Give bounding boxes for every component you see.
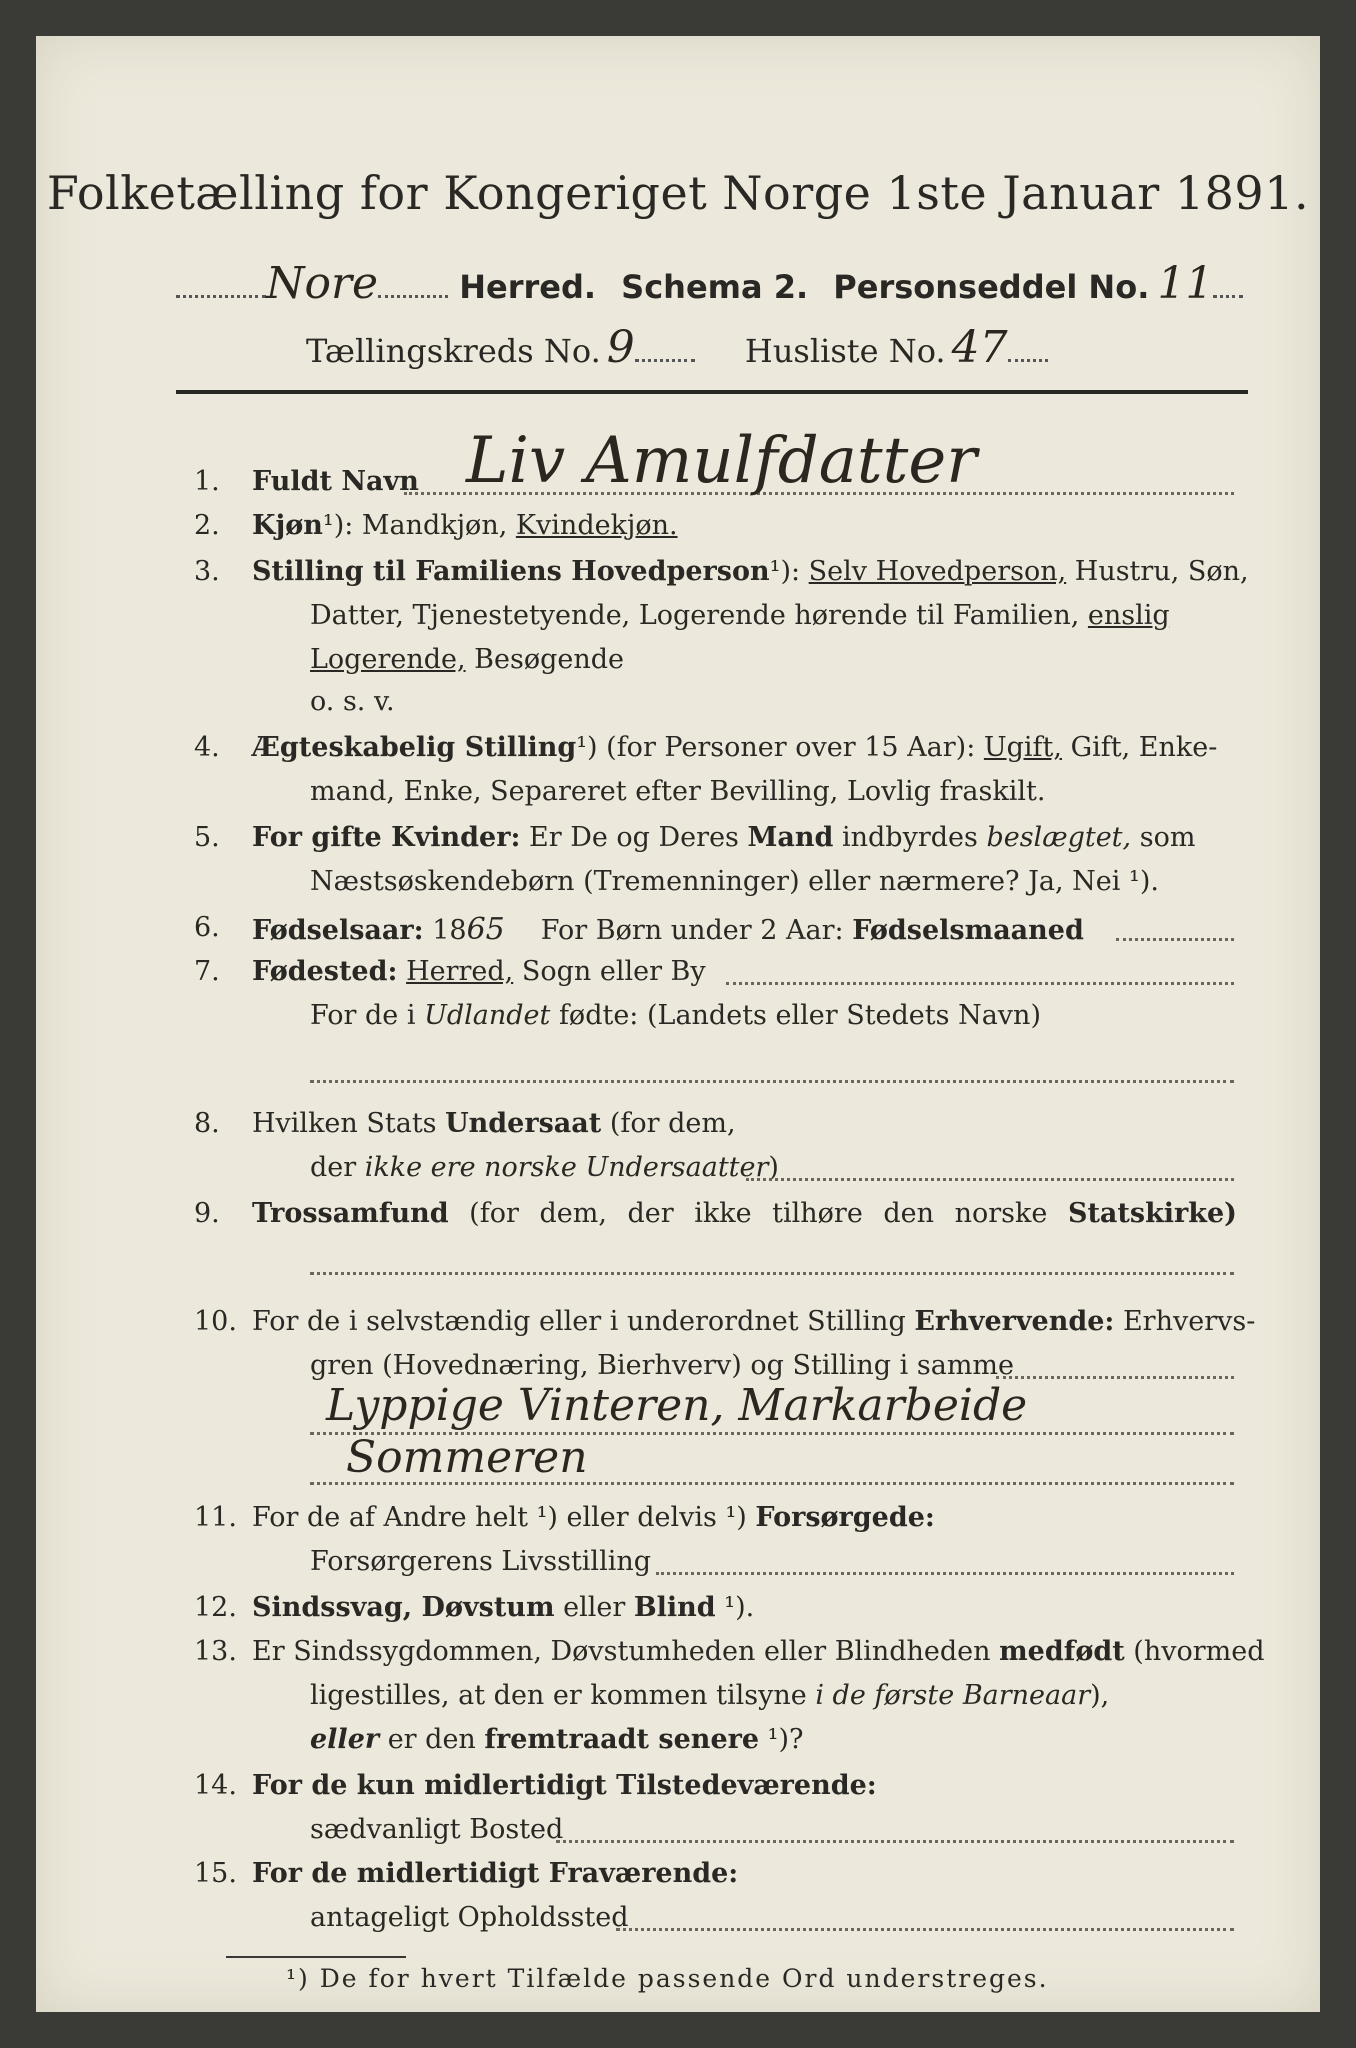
item-10-leader-1 xyxy=(996,1376,1234,1379)
birth-year-handwritten: 65 xyxy=(466,912,505,947)
item-3-line-4: o. s. v. xyxy=(310,686,395,717)
taellingskreds-label: Tællingskreds No. xyxy=(306,332,601,370)
item-15-number: 15. xyxy=(194,1858,237,1889)
item-10-line-2: gren (Hovednæring, Bierhverv) og Stilling i samme xyxy=(310,1350,1015,1381)
item-11-leader xyxy=(656,1572,1234,1575)
item-11-number: 11. xyxy=(194,1502,237,1533)
occupation-handwritten-2: Sommeren xyxy=(346,1432,588,1483)
item-13-line-3: eller er den fremtraadt senere ¹)? xyxy=(310,1724,804,1755)
header-herred-line xyxy=(176,258,1256,309)
item-12-number: 12. xyxy=(194,1592,237,1623)
item-7-line-1: Fødested: Herred, Sogn eller By xyxy=(252,956,706,987)
item-13-number: 13. xyxy=(194,1636,237,1667)
item-3-line-1: Stilling til Familiens Hovedperson¹): Selv Hovedperson, Hustru, Søn, xyxy=(252,556,1249,587)
full-name-handwritten: Liv Amulfdatter xyxy=(466,424,977,498)
item-4-line-2: mand, Enke, Separeret efter Bevilling, Lovlig fraskilt. xyxy=(310,776,1046,807)
item-10-line-1: For de i selvstændig eller i underordnet Stilling Erhvervende: Erhvervs- xyxy=(252,1306,1256,1337)
item-9-text: Trossamfund (for dem, der ikke tilhøre den norske Statskirke) xyxy=(252,1198,1237,1229)
item-5-line-1: For gifte Kvinder: Er De og Deres Mand indbyrdes beslægtet, som xyxy=(252,822,1196,853)
item-7-leader-2 xyxy=(310,1080,1234,1083)
item-2-text: Kjøn¹): Mandkjøn, Kvindekjøn. xyxy=(252,510,678,541)
item-9-number: 9. xyxy=(194,1198,220,1229)
item-8-number: 8. xyxy=(194,1108,220,1139)
herred-underlined: Herred, xyxy=(406,956,514,987)
logerende-underlined: Logerende, xyxy=(310,644,466,675)
item-3-line-2: Datter, Tjenestetyende, Logerende hørende til Familien, enslig xyxy=(310,600,1170,631)
item-6-number: 6. xyxy=(194,912,220,943)
husliste-handwritten: 47 xyxy=(951,322,1008,373)
item-6-leader xyxy=(1116,938,1234,941)
kvindekjon-underlined: Kvindekjøn. xyxy=(515,510,678,541)
header-kreds-line xyxy=(306,322,1206,373)
item-8-leader xyxy=(746,1178,1234,1181)
husliste-label: Husliste No. xyxy=(744,332,946,370)
item-5-line-2: Næstsøskendebørn (Tremenninger) eller nærmere? Ja, Nei ¹). xyxy=(310,866,1159,897)
item-14-line-2: sædvanligt Bosted xyxy=(310,1814,564,1845)
header-divider xyxy=(176,390,1248,394)
item-12-text: Sindssvag, Døvstum eller Blind ¹). xyxy=(252,1592,755,1623)
selv-hovedperson-underlined: Selv Hovedperson, xyxy=(808,556,1067,587)
item-15-leader xyxy=(616,1928,1234,1931)
occupation-handwritten-1: Lyppige Vinteren, Markarbeide xyxy=(326,1380,1028,1431)
item-11-line-1: For de af Andre helt ¹) eller delvis ¹) Forsørgede: xyxy=(252,1502,935,1533)
item-10-leader-3 xyxy=(310,1482,1234,1485)
enslig-underlined: enslig xyxy=(1087,600,1170,631)
item-14-line-1: For de kun midlertidigt Tilstedeværende: xyxy=(252,1770,877,1801)
item-15-line-2: antageligt Opholdssted xyxy=(310,1902,629,1933)
item-6-text: Fødselsaar: 1865 For Børn under 2 Aar: Fødselsmaaned xyxy=(252,912,1084,947)
item-1-number: 1. xyxy=(194,466,220,497)
item-10-number: 10. xyxy=(194,1306,237,1337)
ugift-underlined: Ugift, xyxy=(983,732,1062,763)
item-15-line-1: For de midlertidigt Fraværende: xyxy=(252,1858,739,1889)
item-14-leader xyxy=(556,1840,1234,1843)
item-11-line-2: Forsørgerens Livsstilling xyxy=(310,1546,652,1577)
item-1-label: Fuldt Navn xyxy=(252,466,419,497)
item-3-line-3: Logerende, Besøgende xyxy=(310,644,625,675)
form-title: Folketælling for Kongeriget Norge 1ste Januar 1891. xyxy=(46,166,1310,220)
item-13-line-1: Er Sindssygdommen, Døvstumheden eller Blindheden medfødt (hvormed xyxy=(252,1636,1265,1667)
herred-label: Herred. xyxy=(459,268,597,306)
item-4-line-1: Ægteskabelig Stilling¹) (for Personer over 15 Aar): Ugift, Gift, Enke- xyxy=(252,732,1218,763)
item-2-number: 2. xyxy=(194,510,220,541)
personseddel-label: Personseddel No. xyxy=(833,268,1150,306)
item-7-line-2: For de i Udlandet fødte: (Landets eller Stedets Navn) xyxy=(310,1000,1041,1031)
item-7-number: 7. xyxy=(194,956,220,987)
schema-label: Schema 2. xyxy=(621,268,809,306)
item-5-number: 5. xyxy=(194,822,220,853)
item-8-line-2: der ikke ere norske Undersaatter) xyxy=(310,1152,779,1183)
item-14-number: 14. xyxy=(194,1770,237,1801)
item-3-number: 3. xyxy=(194,556,220,587)
item-8-line-1: Hvilken Stats Undersaat (for dem, xyxy=(252,1108,736,1139)
herred-handwritten: Nore xyxy=(266,258,379,309)
item-9-leader xyxy=(310,1272,1234,1275)
footnote: ¹) De for hvert Tilfælde passende Ord understreges. xyxy=(286,1964,1049,1993)
taellingskreds-handwritten: 9 xyxy=(606,322,635,373)
item-13-line-2: ligestilles, at den er kommen tilsyne i de første Barneaar), xyxy=(310,1680,1110,1711)
item-4-number: 4. xyxy=(194,732,220,763)
footnote-rule xyxy=(226,1956,406,1958)
personseddel-handwritten: 11 xyxy=(1157,258,1214,309)
item-7-leader-1 xyxy=(726,982,1234,985)
census-form-sheet xyxy=(36,36,1320,2012)
